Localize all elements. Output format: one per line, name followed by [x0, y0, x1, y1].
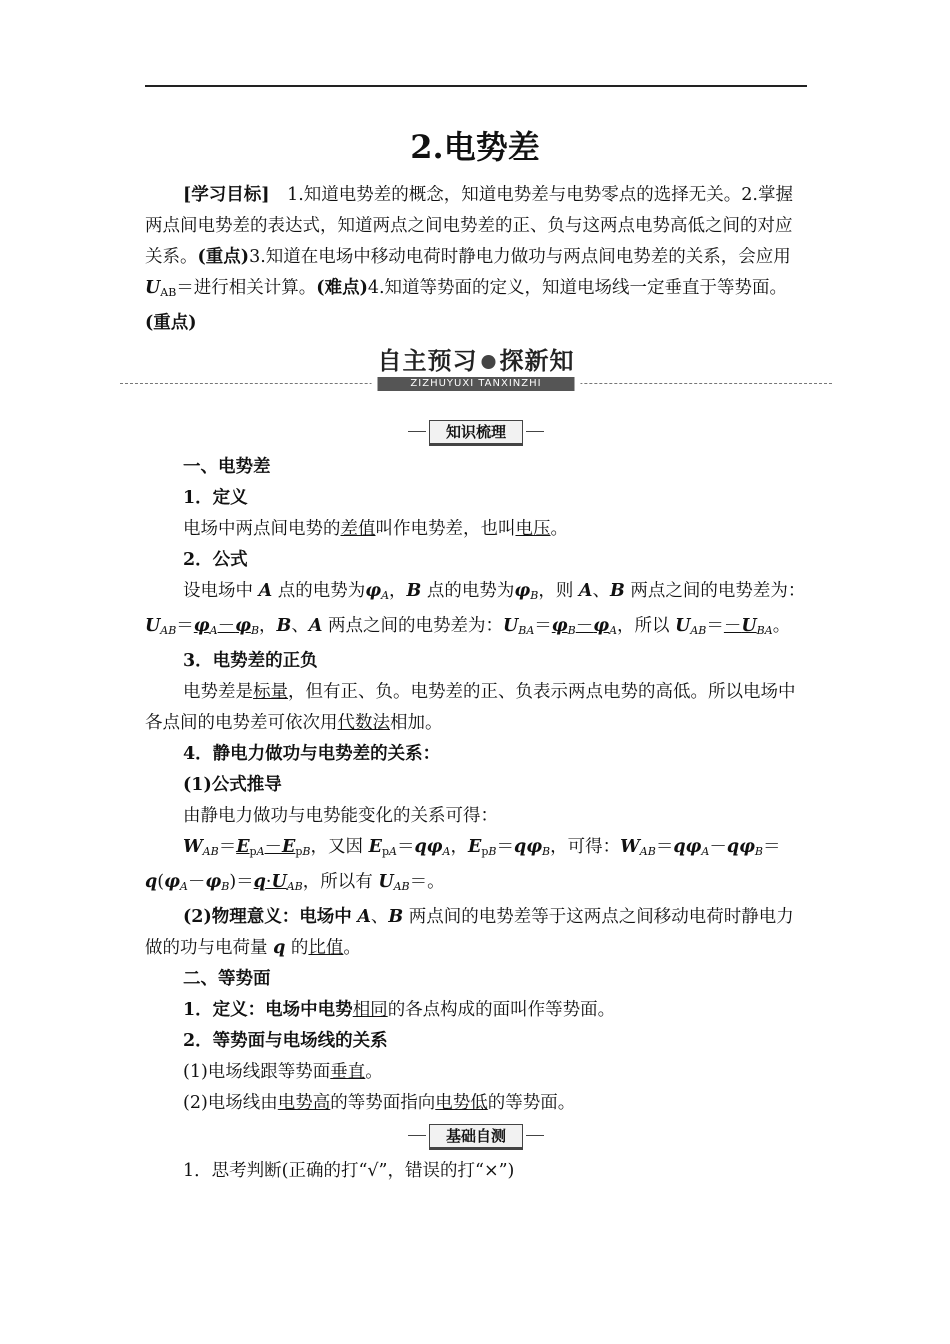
s1-work-1-text: 由静电力做功与电势能变化的关系可得：	[183, 806, 498, 826]
work-mid-1: ，又因	[310, 837, 364, 857]
goals-text-2: 3.知道在电场中移动电荷时静电力做功与两点间电势差的关系，会应用	[249, 247, 791, 267]
banner-right: 探新知	[499, 347, 575, 375]
s1-formula-title: 2．公式	[183, 550, 248, 570]
s2-relation-2	[145, 1088, 807, 1119]
sign-end: 相加。	[390, 713, 443, 733]
def-blank-1: 差值	[340, 519, 376, 539]
goals-uab-sub: AB	[160, 286, 177, 299]
banner-title	[378, 345, 575, 377]
rel2-pre: (2)电场线由	[183, 1093, 278, 1113]
learning-goals	[145, 180, 807, 339]
rel2-mid: 的等势面指向	[330, 1093, 436, 1113]
s1-work-1-title: (1)公式推导	[183, 775, 282, 795]
s2-def-end: 的各点构成的面叫作等势面。	[387, 1000, 616, 1020]
rel1-end: 。	[365, 1062, 383, 1082]
sign-mid: ，但有正、负。电势差的正、负表示两点电势的高低。所以电场中各点间的电势差可依次用	[145, 682, 796, 733]
formula-pre: 设电场中	[183, 581, 253, 601]
rel1-pre: (1)电场线跟等势面	[183, 1062, 331, 1082]
goals-text-4: 4.知道等势面的定义，知道电场线一定垂直于等势面。	[367, 278, 788, 298]
formula-mid-6: ，所以	[617, 616, 670, 636]
s1-heading: 一、电势差	[183, 457, 271, 477]
def-end: 。	[550, 519, 568, 539]
formula-mid-4: 两点之间的电势差为：	[630, 581, 806, 601]
s1-sign-title: 3．电势差的正负	[183, 651, 318, 671]
banner-pinyin: ZIZHUYUXI TANXINZHI	[378, 377, 575, 391]
section-tag-selftest: 基础自测	[429, 1124, 523, 1150]
goals-uab: U	[145, 278, 161, 298]
sign-pre: 电势差是	[183, 682, 253, 702]
s2-relation-title: 2．等势面与电场线的关系	[183, 1031, 388, 1051]
sign-blank-1: 标量	[253, 682, 288, 702]
goals-text-3: ＝进行相关计算。	[176, 278, 317, 298]
work-mid-3: ，所以有	[302, 872, 373, 892]
s2-def-pre: 1．定义：电场中电势	[183, 1000, 353, 1020]
tag-row-1	[145, 417, 807, 448]
s2-relation-1	[145, 1057, 807, 1088]
goals-text-1: 1.知道电势差的概念，知道电势差与电势零点的选择无关。2.掌握两点间电势差的表达式，知道两点之间电势差的正、负与这两点电势高低之间的对应关系。	[145, 185, 793, 267]
rel2-blank-2: 电势低	[435, 1093, 488, 1113]
banner-left: 自主预习	[377, 347, 478, 375]
section-banner	[120, 345, 832, 407]
rel2-end: 的等势面。	[487, 1093, 576, 1113]
main-content	[145, 180, 807, 1187]
formula-mid-3: ，则	[538, 581, 574, 601]
work2-mid: 两点间的电势差等于这两点之间移动电荷时静电力做的功与电荷量	[145, 907, 794, 958]
goals-key-2: (难点)	[316, 278, 368, 298]
goals-label: [学习目标]	[183, 185, 270, 205]
tag-row-2	[145, 1121, 807, 1152]
s2-heading: 二、等势面	[183, 969, 271, 989]
page-title: 2.电势差	[410, 128, 540, 166]
s1-sign-text	[145, 677, 807, 739]
section-tag-knowledge: 知识梳理	[429, 420, 523, 446]
def-pre: 电场中两点间电势的	[183, 519, 341, 539]
goals-key-1: (重点)	[197, 247, 250, 267]
rel2-blank-1: 电势高	[277, 1093, 331, 1113]
question-1: 1．思考判断(正确的打“√”，错误的打“×”)	[183, 1161, 515, 1181]
s1-formula-text: 设电场中 A 点的电势为$\varphi_A$，B 点的电势为$\varphi_B$，则 A、B 两点之间的电势差为：$U_{AB}=\varphi_A-\varphi_B$，B、A 两点之间的电势差为：$U_{BA}=\varphi_B-\varphi_A$，所以 $U_{AB}=-U_{BA}$。	[145, 581, 806, 637]
s2-def-text	[145, 995, 807, 1026]
rel1-blank: 垂直	[330, 1062, 366, 1082]
s1-def-title: 1．定义	[183, 488, 248, 508]
s1-def-text	[145, 514, 807, 545]
s1-work-2-text: (2)物理意义：电场中 A、B 两点间的电势差等于这两点之间移动电荷时静电力做的功与电荷量 q 的比值。	[145, 907, 794, 958]
work-mid-2: ，可得：	[550, 837, 621, 857]
work2-end: 。	[343, 938, 361, 958]
s1-work-1-formula: $W_{AB}=E_{pA}-E_{pB}$，又因 $E_{pA}=q\varphi_A$，$E_{pB}=q\varphi_B$，可得：$W_{AB}=q\varphi_A-q\varphi_B=q(\varphi_A-\varphi_B)=q\cdot U_{AB}$，所以有 $U_{AB}=$。	[145, 837, 781, 893]
goals-key-3: (重点)	[145, 313, 197, 333]
def-blank-2: 电压	[515, 519, 551, 539]
sign-blank-2: 代数法	[337, 713, 390, 733]
formula-mid-5: 两点之间的电势差为：	[327, 616, 503, 636]
top-rule	[145, 85, 807, 87]
s1-work-title: 4．静电力做功与电势差的关系：	[183, 744, 441, 764]
work2-mid2: 的	[290, 938, 309, 958]
s2-def-blank: 相同	[352, 1000, 388, 1020]
work2-pre: (2)物理意义：电场中	[183, 907, 352, 927]
banner-box	[372, 345, 581, 391]
formula-mid-1: 点的电势为	[277, 581, 366, 601]
work2-blank: 比值	[308, 938, 344, 958]
formula-mid-2: 点的电势为	[426, 581, 515, 601]
banner-dot-icon	[482, 355, 496, 369]
def-mid: 叫作电势差，也叫	[375, 519, 516, 539]
